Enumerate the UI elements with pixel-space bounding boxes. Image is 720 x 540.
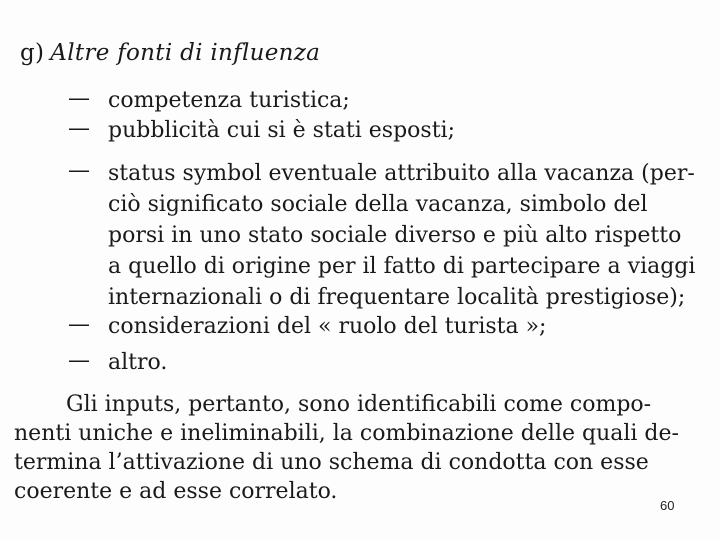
- list-dash: —: [68, 116, 90, 141]
- list-item-text: altro.: [108, 350, 168, 375]
- list-dash: —: [68, 86, 90, 111]
- list-dash: —: [68, 312, 90, 337]
- list-item-text: competenza turistica;: [108, 88, 350, 113]
- paragraph-line: coerente e ad esse correlato.: [14, 479, 338, 504]
- paragraph-line: nenti uniche e ineliminabili, la combinazione delle quali de-: [14, 421, 679, 446]
- list-item-line: ciò significato sociale della vacanza, simbolo del: [108, 192, 648, 217]
- page-number: 60: [660, 498, 675, 513]
- list-item-line: a quello di origine per il fatto di partecipare a viaggi: [108, 254, 696, 279]
- section-heading: [20, 40, 320, 66]
- list-item-line: internazionali o di frequentare località prestigiose);: [108, 285, 686, 310]
- paragraph-line: Gli inputs, pertanto, sono identificabili come compo-: [66, 392, 652, 417]
- section-marker: g): [20, 40, 45, 66]
- body-paragraph: [14, 390, 704, 506]
- list-item-text: considerazioni del « ruolo del turista »;: [108, 314, 547, 339]
- list-item-line: porsi in uno stato sociale diverso e più alto rispetto: [108, 223, 682, 248]
- list-item-text: pubblicità cui si è stati esposti;: [108, 118, 455, 143]
- list-item-text: [108, 158, 695, 313]
- section-title: Altre fonti di influenza: [50, 40, 321, 66]
- paragraph-line: termina l’attivazione di uno schema di condotta con esse: [14, 450, 649, 475]
- list-dash: —: [68, 348, 90, 373]
- list-dash: —: [68, 158, 90, 183]
- list-item-line: status symbol eventuale attribuito alla vacanza (per-: [108, 161, 695, 186]
